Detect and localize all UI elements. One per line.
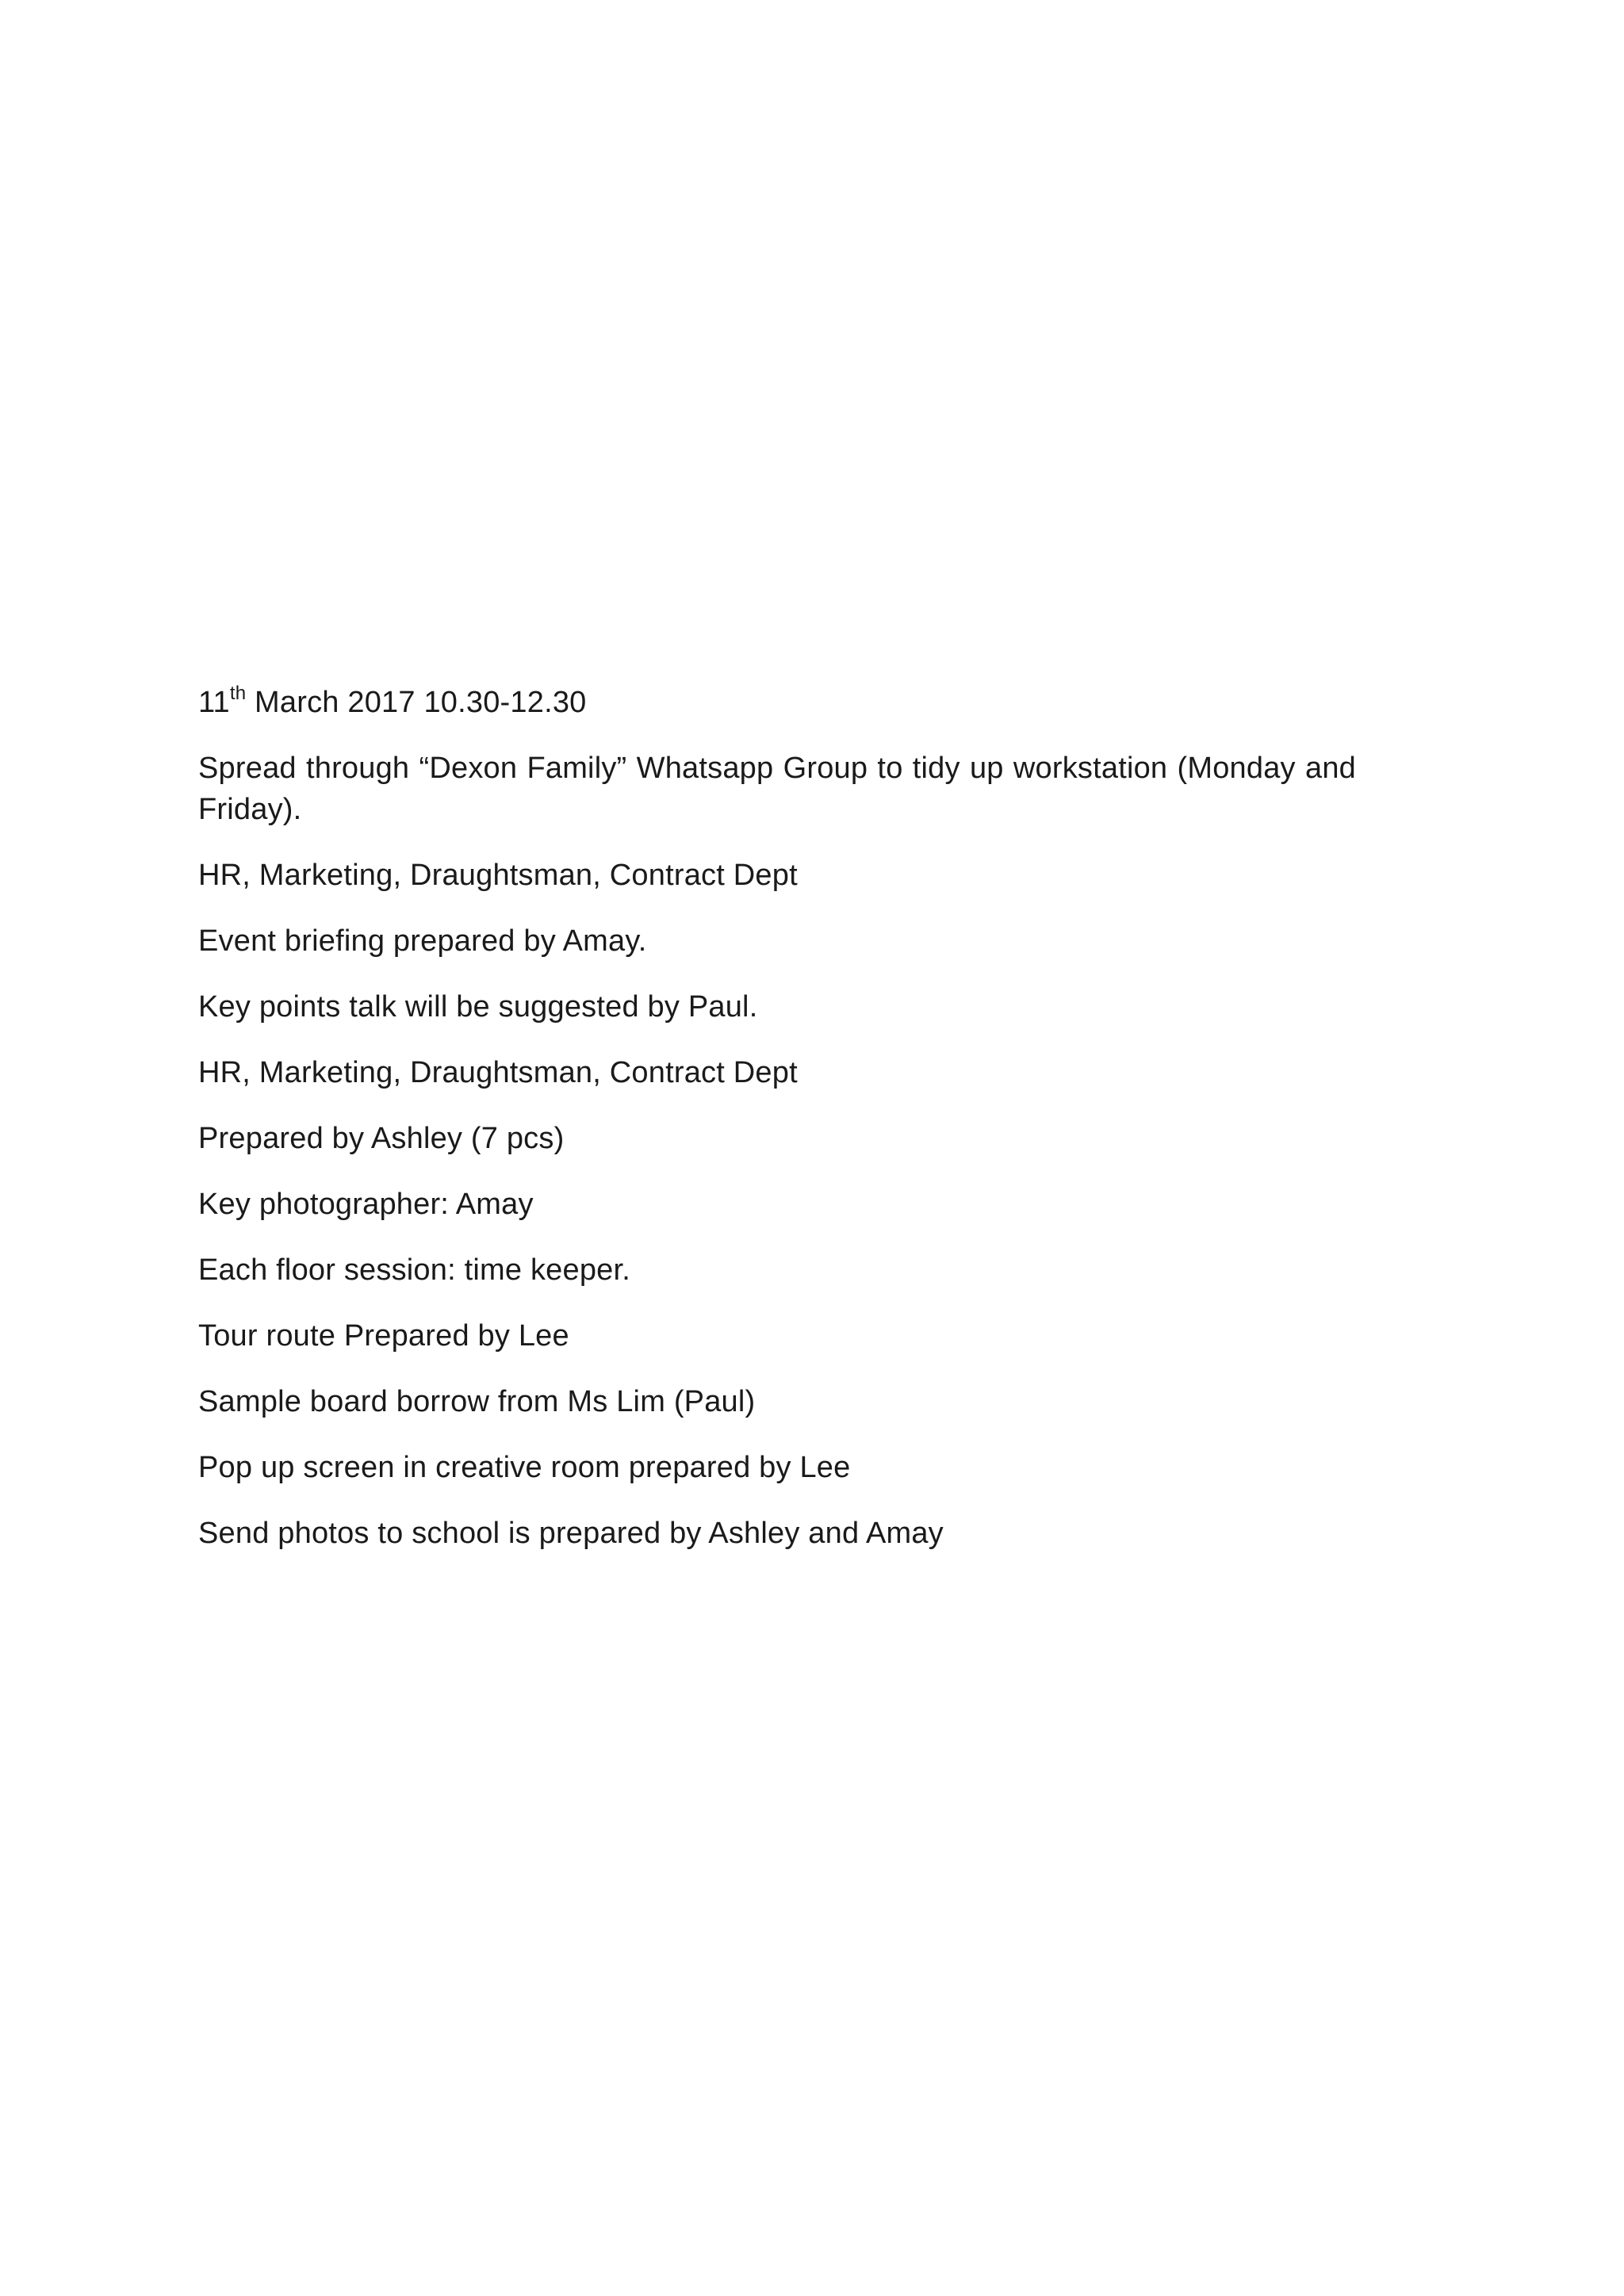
note-line: HR, Marketing, Draughtsman, Contract Dept <box>198 859 798 892</box>
note-line: Prepared by Ashley (7 pcs) <box>198 1122 565 1155</box>
note-line: HR, Marketing, Draughtsman, Contract Dept <box>198 1056 798 1089</box>
date-rest: March 2017 10.30-12.30 <box>246 686 587 719</box>
note-line: Spread through “Dexon Family” Whatsapp Group to tidy up workstation (Monday and Friday). <box>198 752 1356 826</box>
note-line: Tour route Prepared by Lee <box>198 1319 569 1353</box>
date-day: 11 <box>198 686 230 719</box>
note-line: Pop up screen in creative room prepared by Lee <box>198 1451 851 1484</box>
note-line: Sample board borrow from Ms Lim (Paul) <box>198 1385 756 1418</box>
note-line: Each floor session: time keeper. <box>198 1253 631 1287</box>
note-line: Send photos to school is prepared by Ashley and Amay <box>198 1517 944 1550</box>
meeting-date-line <box>198 682 1356 723</box>
document-body <box>198 682 1356 1578</box>
date-suffix: th <box>229 683 247 705</box>
note-line: Key points talk will be suggested by Paul. <box>198 990 758 1024</box>
note-line: Event briefing prepared by Amay. <box>198 924 647 958</box>
note-line: Key photographer: Amay <box>198 1188 534 1221</box>
